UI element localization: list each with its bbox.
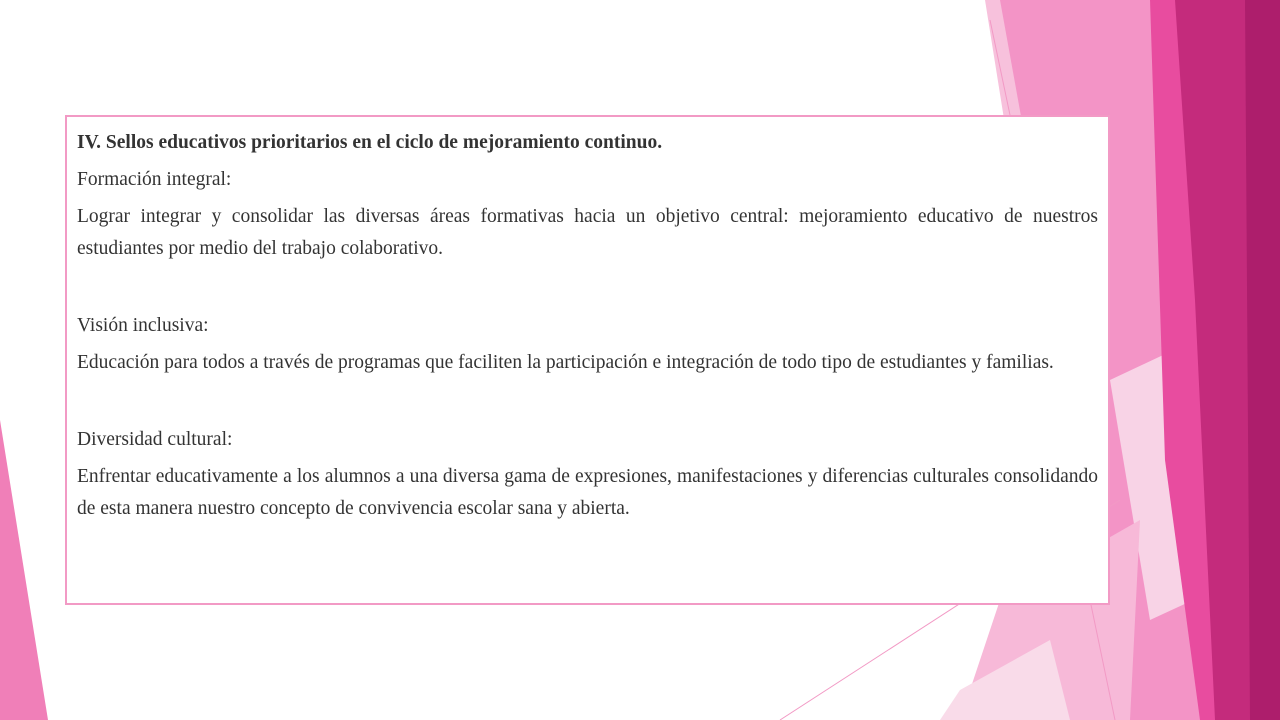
section-heading: IV. Sellos educativos prioritarios en el ciclo de mejoramiento continuo. — [77, 132, 663, 153]
right-dark-magenta-shape — [1245, 0, 1280, 720]
left-accent-shape — [0, 420, 48, 720]
content-textbox — [65, 115, 1110, 605]
formacion-integral-body: Lograr integrar y consolidar las diversas áreas formativas hacia un objetivo central: mejoramiento educativo de nuestros estudiantes por medio del trabajo colaborativo. — [77, 206, 1098, 259]
vision-inclusiva-title: Visión inclusiva: — [77, 315, 209, 336]
formacion-integral-title: Formación integral: — [77, 169, 232, 190]
diversidad-cultural-title: Diversidad cultural: — [77, 429, 233, 450]
vision-inclusiva-body: Educación para todos a través de programas que faciliten la participación e integración de todo tipo de estudiantes y familias. — [77, 352, 1054, 373]
diversidad-cultural-body: Enfrentar educativamente a los alumnos a una diversa gama de expresiones, manifestaciones y diferencias culturales consolidando de esta manera nuestro concepto de convivencia escolar sana y abierta. — [77, 466, 1098, 519]
